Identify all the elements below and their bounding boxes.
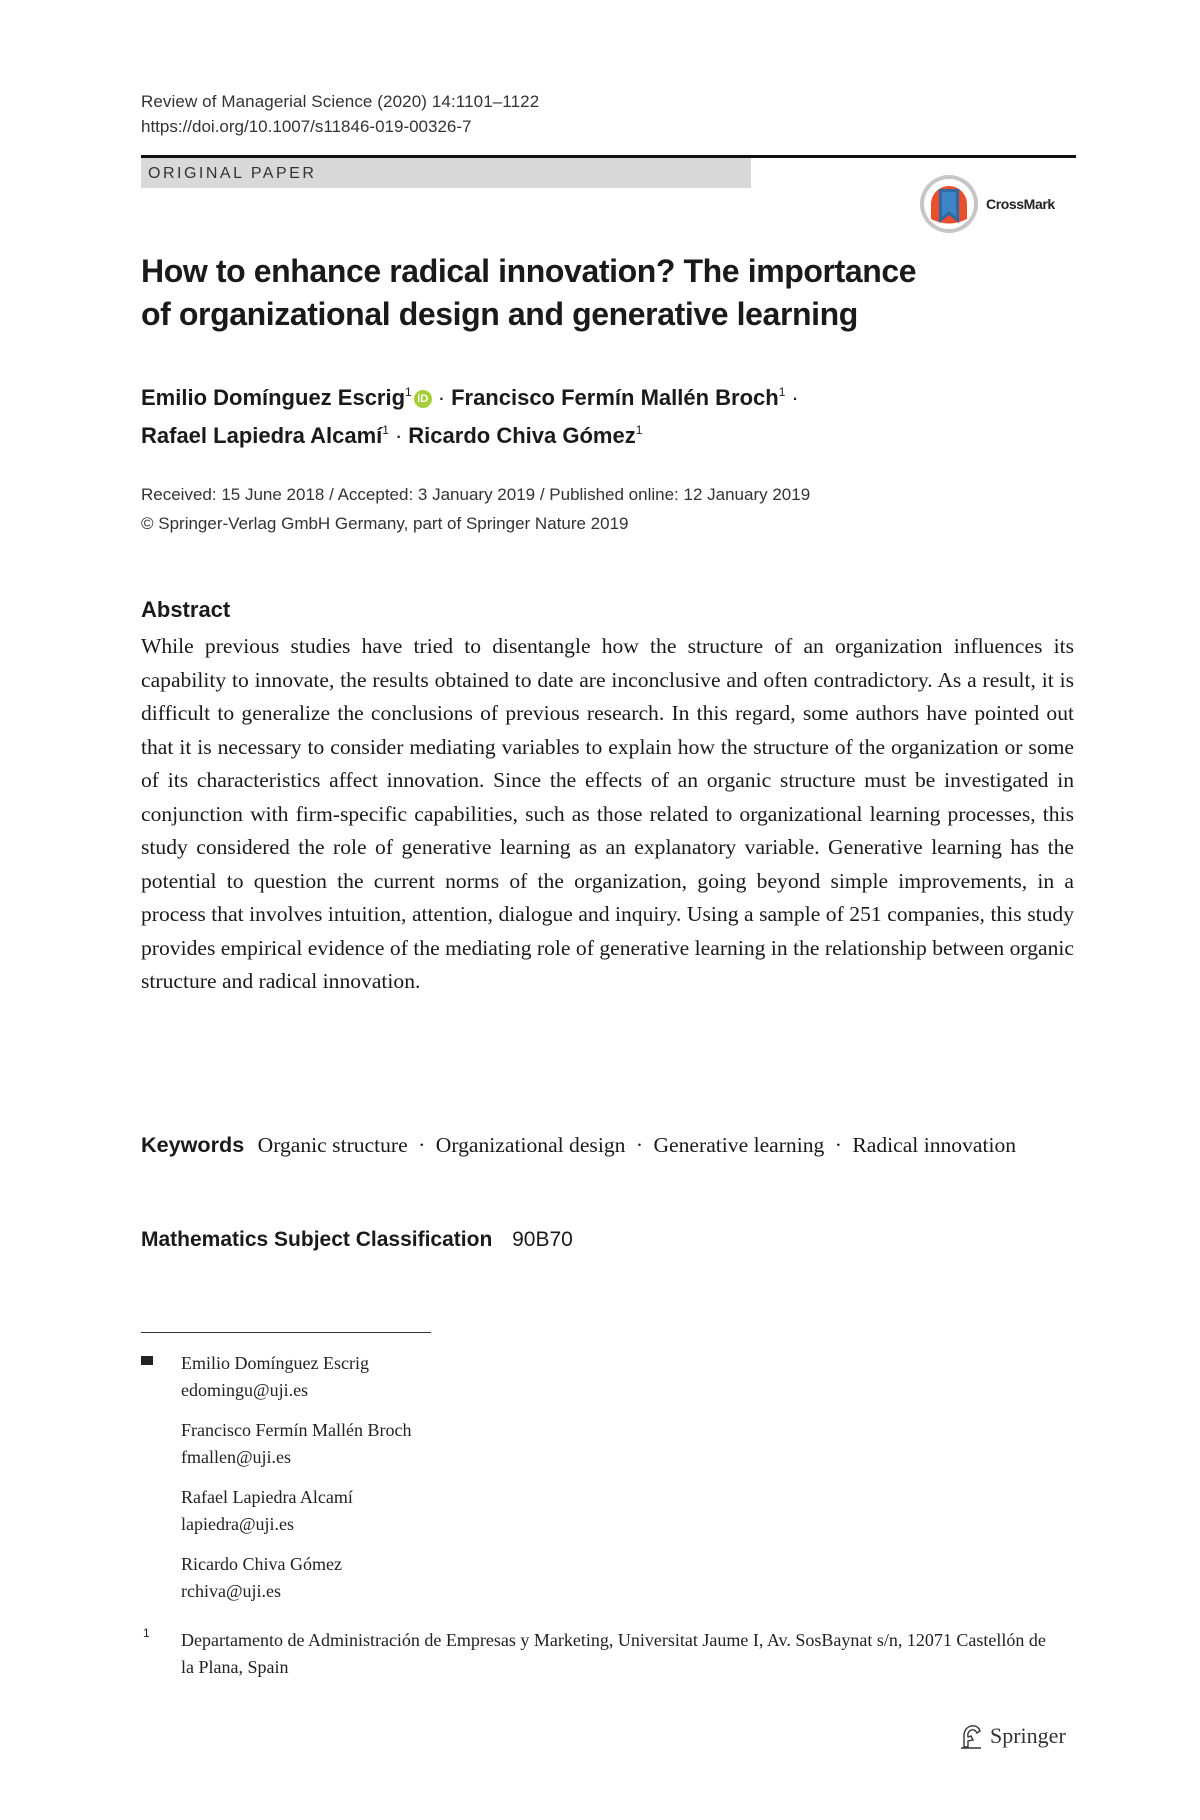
envelope-icon [141,1356,153,1365]
affiliation-text: Departamento de Administración de Empresas y Marketing, Universitat Jaume I, Av. SosBaynat s/n, 12071 Castellón de la Plana, Spain [181,1630,1046,1677]
keyword: Radical innovation [852,1133,1017,1157]
author-4[interactable]: Ricardo Chiva Gómez [408,423,636,448]
article-title [141,250,1041,336]
doi-link[interactable]: https://doi.org/10.1007/s11846-019-00326-7 [141,117,472,136]
affiliation-number: 1 [143,1626,150,1640]
contact-email[interactable]: fmallen@uji.es [181,1447,292,1467]
subject-classification [141,1228,573,1252]
author-3[interactable]: Rafael Lapiedra Alcamí [141,423,383,448]
contact-email[interactable]: rchiva@uji.es [181,1581,282,1601]
contact-entry [181,1551,342,1605]
springer-horse-icon [958,1722,984,1750]
keyword: Generative learning [653,1133,825,1157]
abstract-text: While previous studies have tried to disentangle how the structure of an organization influences its capability to innovate, the results obtained to date are inconclusive and often contradictory. As a result, it is difficult to generalize the conclusions of previous research. In this regard, some authors have pointed out that it is necessary to consider mediating variables to explain how the structure of the organization or some of its characteristics affect innovation. Since the effects of an organic structure must be investigated in conjunction with firm-specific capabilities, such as those related to organizational learning processes, this study considered the role of generative learning as an explanatory variable. Generative learning has the potential to question the current norms of the organization, going beyond simple improvements, in a process that involves intuition, attention, dialogue and inquiry. Using a sample of 251 companies, this study provides empirical evidence of the mediating role of generative learning in the relationship between organic structure and radical innovation. [141,634,1074,993]
publisher-logo [958,1722,1066,1750]
author-1-affil: 1 [405,385,412,399]
author-2-affil: 1 [778,385,786,399]
contact-entry [181,1417,411,1471]
crossmark-badge[interactable] [918,174,1068,234]
crossmark-icon [918,173,980,235]
contact-entry [181,1350,369,1404]
keyword: Organic structure [257,1133,408,1157]
keywords [141,1128,1074,1163]
author-4-affil: 1 [635,423,643,437]
authors-line-1 [141,376,1076,414]
article-type-label: ORIGINAL PAPER [148,165,317,182]
orcid-icon[interactable]: iD [414,390,432,408]
author-2[interactable]: Francisco Fermín Mallén Broch [451,385,779,410]
author-3-affil: 1 [382,423,389,437]
contact-name: Emilio Domínguez Escrig [181,1353,369,1373]
contact-name: Ricardo Chiva Gómez [181,1554,342,1574]
publication-dates: Received: 15 June 2018 / Accepted: 3 January 2019 / Published online: 12 January 2019 [141,485,811,504]
author-separator: · [394,423,403,448]
authors-line-2 [141,414,1076,452]
author-separator: · [437,385,446,410]
contact-name: Francisco Fermín Mallén Broch [181,1420,412,1440]
contact-name: Rafael Lapiedra Alcamí [181,1487,353,1507]
keyword-separator: · [834,1133,842,1157]
crossmark-label: CrossMark [986,196,1055,212]
title-line-2: of organizational design and generative learning [141,296,858,332]
keywords-label: Keywords [141,1132,245,1157]
msc-label: Mathematics Subject Classification [141,1228,493,1251]
contact-email[interactable]: lapiedra@uji.es [181,1514,295,1534]
author-separator: · [791,385,799,410]
keyword-separator: · [418,1133,426,1157]
keyword-separator: · [635,1133,644,1157]
title-line-1: How to enhance radical innovation? The importance [141,253,917,289]
contact-email[interactable]: edomingu@uji.es [181,1380,309,1400]
footnote-rule [141,1332,431,1333]
copyright-notice: © Springer-Verlag GmbH Germany, part of Springer Nature 2019 [141,514,629,533]
contact-entry [181,1484,353,1538]
publisher-name: Springer [990,1723,1066,1748]
author-list [141,376,1076,452]
msc-code: 90B70 [512,1228,573,1251]
keyword: Organizational design [435,1133,626,1157]
journal-citation: Review of Managerial Science (2020) 14:1101–1122 [141,92,540,111]
abstract-heading: Abstract [141,597,231,622]
author-1[interactable]: Emilio Domínguez Escrig [141,385,406,410]
